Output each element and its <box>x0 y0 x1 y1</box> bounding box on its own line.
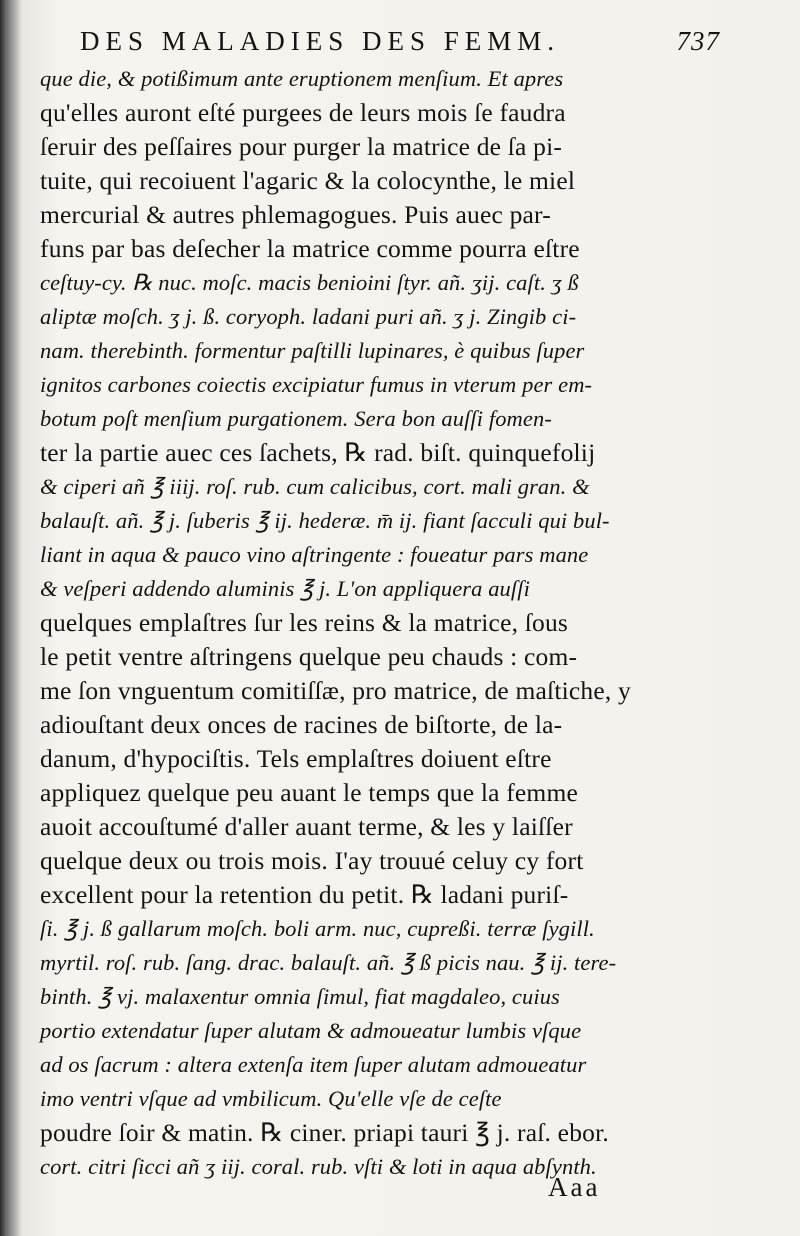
text-line: nam. therebinth. formentur paſtilli lupinares, è quibus ſuper <box>40 338 585 363</box>
signature-mark: Aaa <box>548 1172 601 1202</box>
text-line: que die, & potißimum ante eruptionem menſium. Et apres <box>40 66 564 91</box>
text-line: ad os ſacrum : altera extenſa item ſuper alutam admoueatur <box>40 1052 587 1077</box>
text-line: qu'elles auront eſté purgees de leurs mois ſe faudra <box>40 98 566 127</box>
text-line: aliptæ moſch. ʒ j. ß. coryoph. ladani puri añ. ʒ j. Zingib ci- <box>40 304 577 329</box>
running-title: DES MALADIES DES FEMM. <box>80 26 561 56</box>
text-line: mercurial & autres phlemagogues. Puis auec par- <box>40 200 551 229</box>
running-header <box>80 26 720 60</box>
text-line: quelques emplaſtres ſur les reins & la matrice, ſous <box>40 608 569 637</box>
text-line: excellent pour la retention du petit. ℞ ladani puriſ- <box>40 880 569 909</box>
text-line: auoit accouſtumé d'aller auant terme, & les y laiſſer <box>40 812 573 841</box>
text-line: ter la partie auec ces ſachets, ℞ rad. biſt. quinquefolij <box>40 438 596 467</box>
text-line: poudre ſoir & matin. ℞ ciner. priapi tauri ℥ j. raſ. ebor. <box>40 1118 609 1147</box>
text-line: liant in aqua & pauco vino aſtringente : foueatur pars mane <box>40 542 589 567</box>
text-line: binth. ℥ vj. malaxentur omnia ſimul, fiat magdaleo, cuius <box>40 984 560 1009</box>
text-line: ceſtuy-cy. ℞ nuc. moſc. macis benioini ſtyr. añ. ʒij. caſt. ʒ ß <box>40 270 579 295</box>
text-line: & ciperi añ ℥ iiij. roſ. rub. cum calicibus, cort. mali gran. & <box>40 474 590 499</box>
text-line: ſeruir des peſſaires pour purger la matrice de ſa pi- <box>40 132 563 161</box>
text-line: adiouſtant deux onces de racines de biſtorte, de la- <box>40 710 563 739</box>
text-line: myrtil. roſ. rub. ſang. drac. balauſt. añ. ℥ ß picis nau. ℥ ij. tere- <box>40 950 617 975</box>
page-number: 737 <box>676 26 720 56</box>
text-line: & veſperi addendo aluminis ℥ j. L'on appliquera auſſi <box>40 576 530 601</box>
text-line: portio extendatur ſuper alutam & admoueatur lumbis vſque <box>40 1018 582 1043</box>
text-line: danum, d'hypociſtis. Tels emplaſtres doiuent eſtre <box>40 744 552 773</box>
text-line: balauſt. añ. ℥ j. ſuberis ℥ ij. hederæ. m̄ ij. fiant ſacculi qui bul- <box>40 508 610 533</box>
text-line: ſi. ℥ j. ß gallarum moſch. boli arm. nuc, cupreßi. terræ ſygill. <box>40 916 595 941</box>
text-line: ignitos carbones coiectis excipiatur fumus in vterum per em- <box>40 372 593 397</box>
body-text <box>40 62 730 1184</box>
text-line: funs par bas deſecher la matrice comme pourra eſtre <box>40 234 580 263</box>
text-line: le petit ventre aſtringens quelque peu chauds : com- <box>40 642 578 671</box>
text-line: tuite, qui recoiuent l'agaric & la colocynthe, le miel <box>40 166 576 195</box>
text-line: appliquez quelque peu auant le temps que la femme <box>40 778 579 807</box>
text-line: me ſon vnguentum comitiſſæ, pro matrice, de maſtiche, y <box>40 676 631 705</box>
text-line: cort. citri ſicci añ ʒ iij. coral. rub. vſti & loti in aqua abſynth. <box>40 1154 597 1179</box>
text-line: quelque deux ou trois mois. I'ay trouué celuy cy fort <box>40 846 584 875</box>
text-line: botum poſt menſium purgationem. Sera bon auſſi fomen- <box>40 406 552 431</box>
text-line: imo ventri vſque ad vmbilicum. Qu'elle vſe de ceſte <box>40 1086 502 1111</box>
